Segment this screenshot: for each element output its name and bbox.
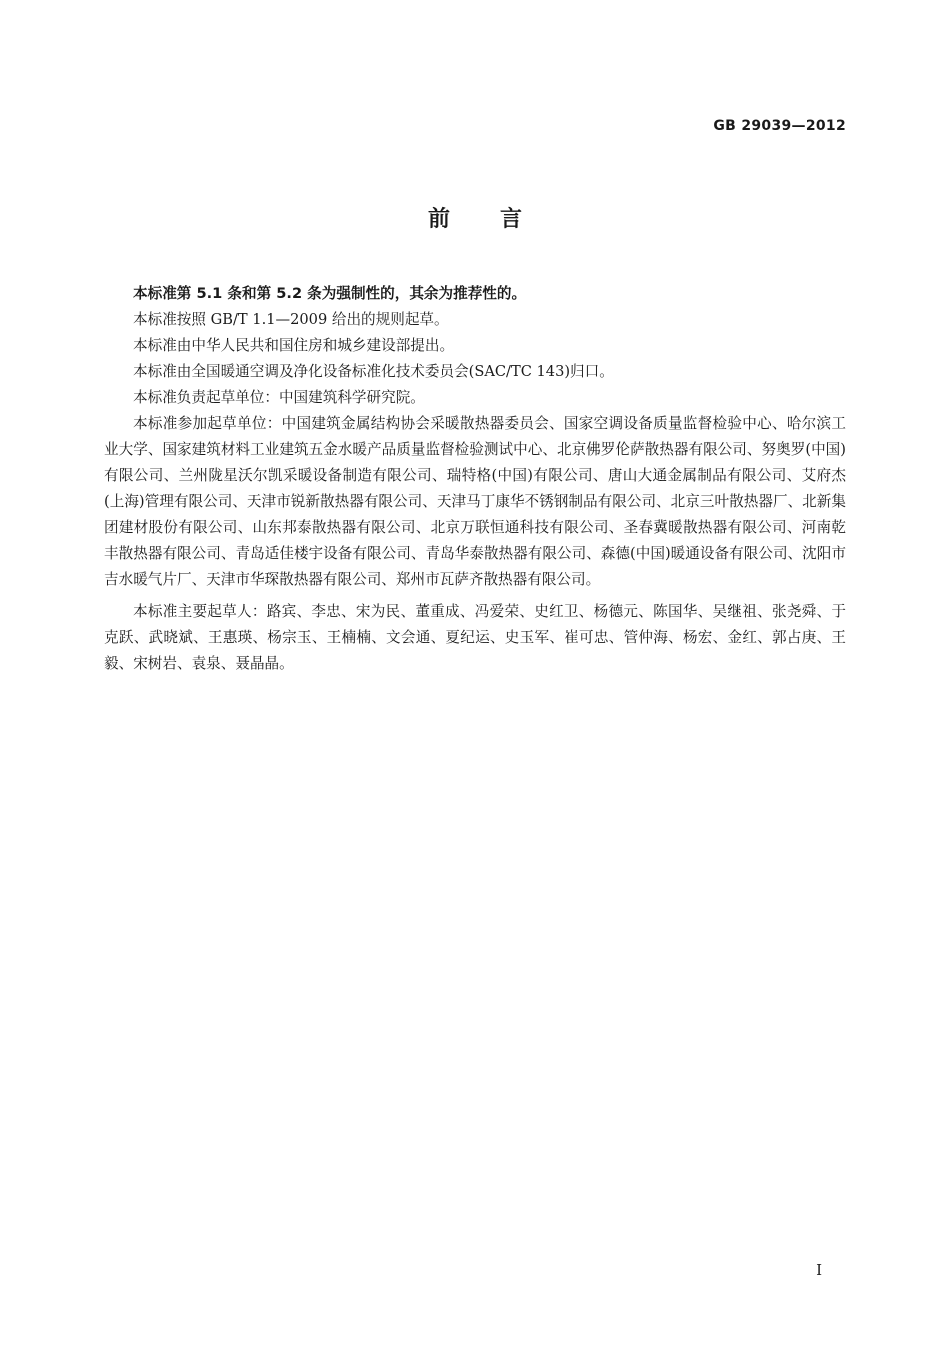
drafting-rules-paragraph: 本标准按照 GB/T 1.1—2009 给出的规则起草。: [133, 311, 449, 328]
responsible-drafter-paragraph: 本标准负责起草单位：中国建筑科学研究院。: [133, 389, 425, 406]
proposer-paragraph: 本标准由中华人民共和国住房和城乡建设部提出。: [133, 337, 455, 354]
participating-units-paragraph: 本标准参加起草单位：中国建筑金属结构协会采暖散热器委员会、国家空调设备质量监督检验中心、哈尔滨工业大学、国家建筑材料工业建筑五金水暖产品质量监督检验测试中心、北京佛罗伦萨散热器有限公司、努奥罗(中国)有限公司、兰州陇星沃尔凯采暖设备制造有限公司、瑞特格(中国)有限公司、唐山大通金属制品有限公司、艾府杰(上海)管理有限公司、天津市锐新散热器有限公司、天津马丁康华不锈钢制品有限公司、北京三叶散热器厂、北新集团建材股份有限公司、山东邦泰散热器有限公司、北京万联恒通科技有限公司、圣春冀暖散热器有限公司、河南乾丰散热器有限公司、青岛适佳楼宇设备有限公司、青岛华泰散热器有限公司、森德(中国)暖通设备有限公司、沈阳市吉水暖气片厂、天津市华琛散热器有限公司、郑州市瓦萨齐散热器有限公司。: [104, 415, 846, 588]
page-title: 前言: [427, 207, 572, 232]
page-number: I: [816, 1261, 822, 1279]
mandatory-clause-paragraph: 本标准第 5.1 条和第 5.2 条为强制性的，其余为推荐性的。: [133, 285, 527, 302]
main-drafters-paragraph: 本标准主要起草人：路宾、李忠、宋为民、董重成、冯爱荣、史红卫、杨德元、陈国华、吴继祖、张尧舜、于克跃、武晓斌、王惠瑛、杨宗玉、王楠楠、文会通、夏纪运、史玉军、崔可忠、管仲海、杨宏、金红、郭占庚、王毅、宋树岩、袁泉、聂晶晶。: [104, 603, 846, 672]
foreword-body: [104, 281, 846, 677]
standard-number: GB 29039—2012: [713, 118, 846, 134]
committee-paragraph: 本标准由全国暖通空调及净化设备标准化技术委员会(SAC/TC 143)归口。: [133, 363, 614, 380]
